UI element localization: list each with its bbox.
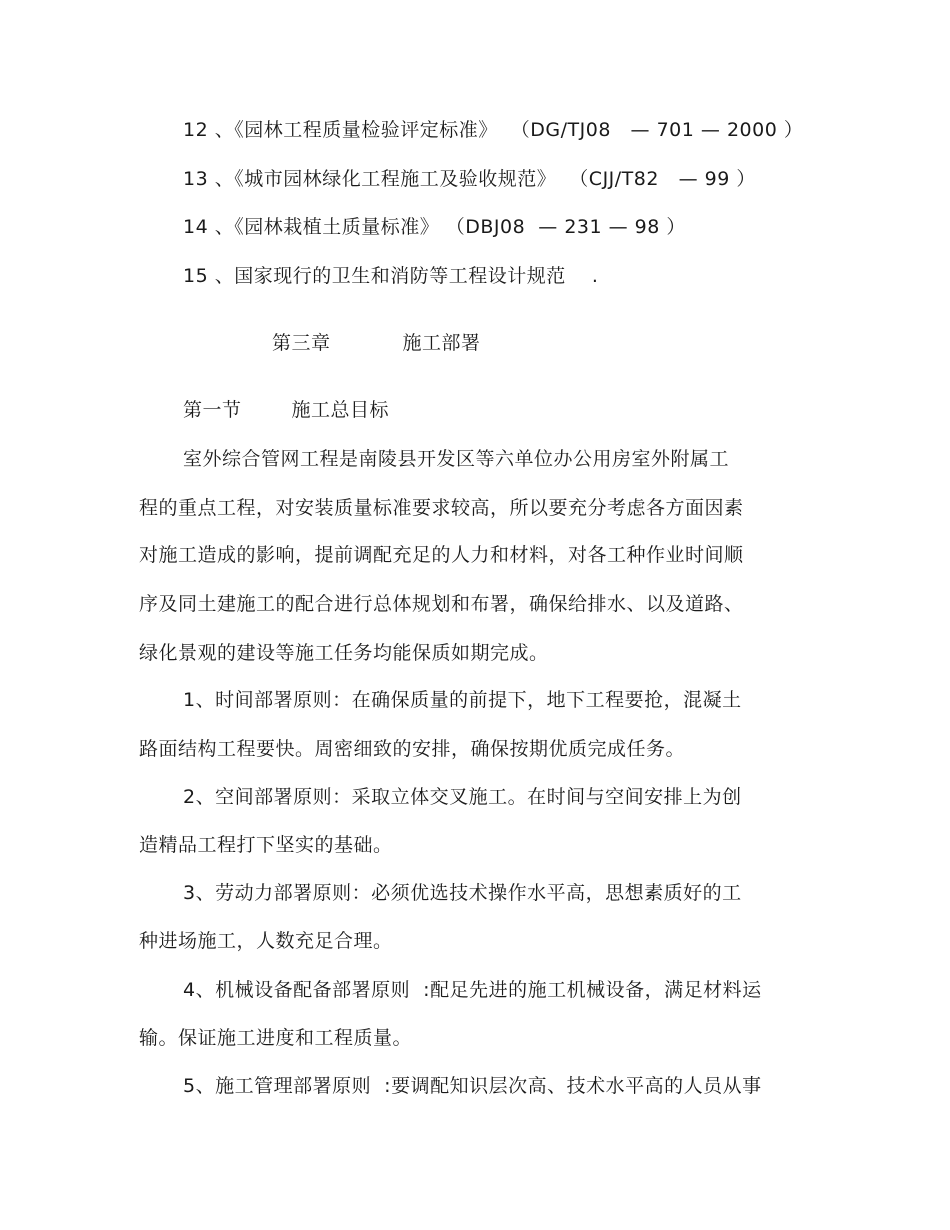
section-heading <box>183 398 389 422</box>
reference-item-14: 14 、《园林栽植土质量标准》 （DBJ08 — 231 — 98 ） <box>183 216 686 238</box>
reference-item-12: 12 、《园林工程质量检验评定标准》 （DG/TJ08 — 701 — 2000 ） <box>183 119 804 141</box>
section-title: 施工总目标 <box>291 399 390 421</box>
paragraph-line: 绿化景观的建设等施工任务均能保质如期完成。 <box>139 642 549 664</box>
paragraph-line: 室外综合管网工程是南陵县开发区等六单位办公用房室外附属工 <box>183 448 730 470</box>
reference-item-15: 15 、国家现行的卫生和消防等工程设计规范 . <box>183 265 599 287</box>
paragraph-line: 种进场施工，人数充足合理。 <box>139 930 393 952</box>
paragraph-line: 序及同土建施工的配合进行总体规划和布署，确保给排水、以及道路、 <box>139 593 744 615</box>
chapter-title: 施工部署 <box>402 332 481 354</box>
paragraph-line: 输。保证施工进度和工程质量。 <box>139 1027 413 1049</box>
principle-item-2: 2、空间部署原则：采取立体交叉施工。在时间与空间安排上为创 <box>183 786 742 808</box>
paragraph-line: 对施工造成的影响，提前调配充足的人力和材料，对各工种作业时间顺 <box>139 544 744 566</box>
principle-item-3: 3、劳动力部署原则：必须优选技术操作水平高，思想素质好的工 <box>183 882 742 904</box>
principle-item-5: 5、施工管理部署原则 :要调配知识层次高、技术水平高的人员从事 <box>183 1075 762 1097</box>
section-number: 第一节 <box>183 399 242 421</box>
principle-item-1: 1、时间部署原则：在确保质量的前提下，地下工程要抢，混凝土 <box>183 689 742 711</box>
paragraph-line: 造精品工程打下坚实的基础。 <box>139 834 393 856</box>
chapter-number: 第三章 <box>272 332 331 354</box>
reference-item-13: 13 、《城市园林绿化工程施工及验收规范》 （CJJ/T82 — 99 ） <box>183 168 756 190</box>
chapter-heading <box>272 331 481 355</box>
paragraph-line: 程的重点工程，对安装质量标准要求较高，所以要充分考虑各方面因素 <box>139 497 744 519</box>
paragraph-line: 路面结构工程要快。周密细致的安排，确保按期优质完成任务。 <box>139 738 686 760</box>
principle-item-4: 4、机械设备配备部署原则 :配足先进的施工机械设备，满足材料运 <box>183 979 762 1001</box>
